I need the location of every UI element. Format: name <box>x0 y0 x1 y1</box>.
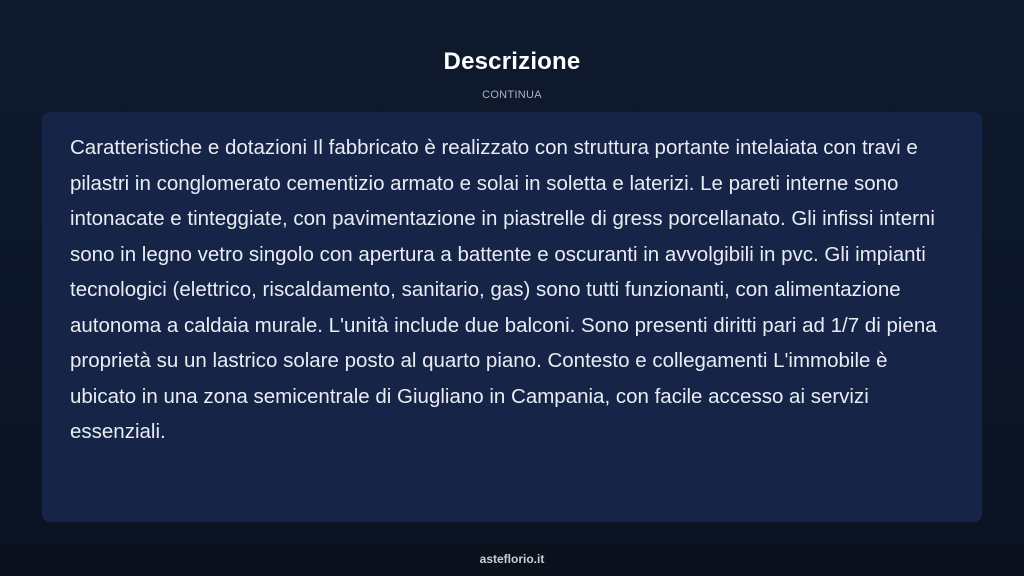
section-subtitle: CONTINUA <box>482 89 542 101</box>
footer-brand: asteflorio.it <box>479 552 545 566</box>
description-text: Caratteristiche e dotazioni Il fabbricato è realizzato con struttura portante intelaiata con travi e pilastri in conglomerato cementizio armato e solai in soletta e laterizi. Le pareti interne sono intonacate e tinteggiate, con pavimentazione in piastrelle di gress porcellanato. Gli infissi interni sono in legno vetro singolo con apertura a battente e oscuranti in avvolgibili in pvc. Gli impianti tecnologici (elettrico, riscaldamento, sanitario, gas) sono tutti funzionanti, con alimentazione autonoma a caldaia murale. L'unità include due balconi. Sono presenti diritti pari ad 1/7 di piena proprietà su un lastrico solare posto al quarto piano. Contesto e collegamenti L'immobile è ubicato in una zona semicentrale di Giugliano in Campania, con facile accesso ai servizi essenziali. <box>70 136 937 443</box>
description-card <box>42 112 982 522</box>
page-title: Descrizione <box>443 48 581 75</box>
